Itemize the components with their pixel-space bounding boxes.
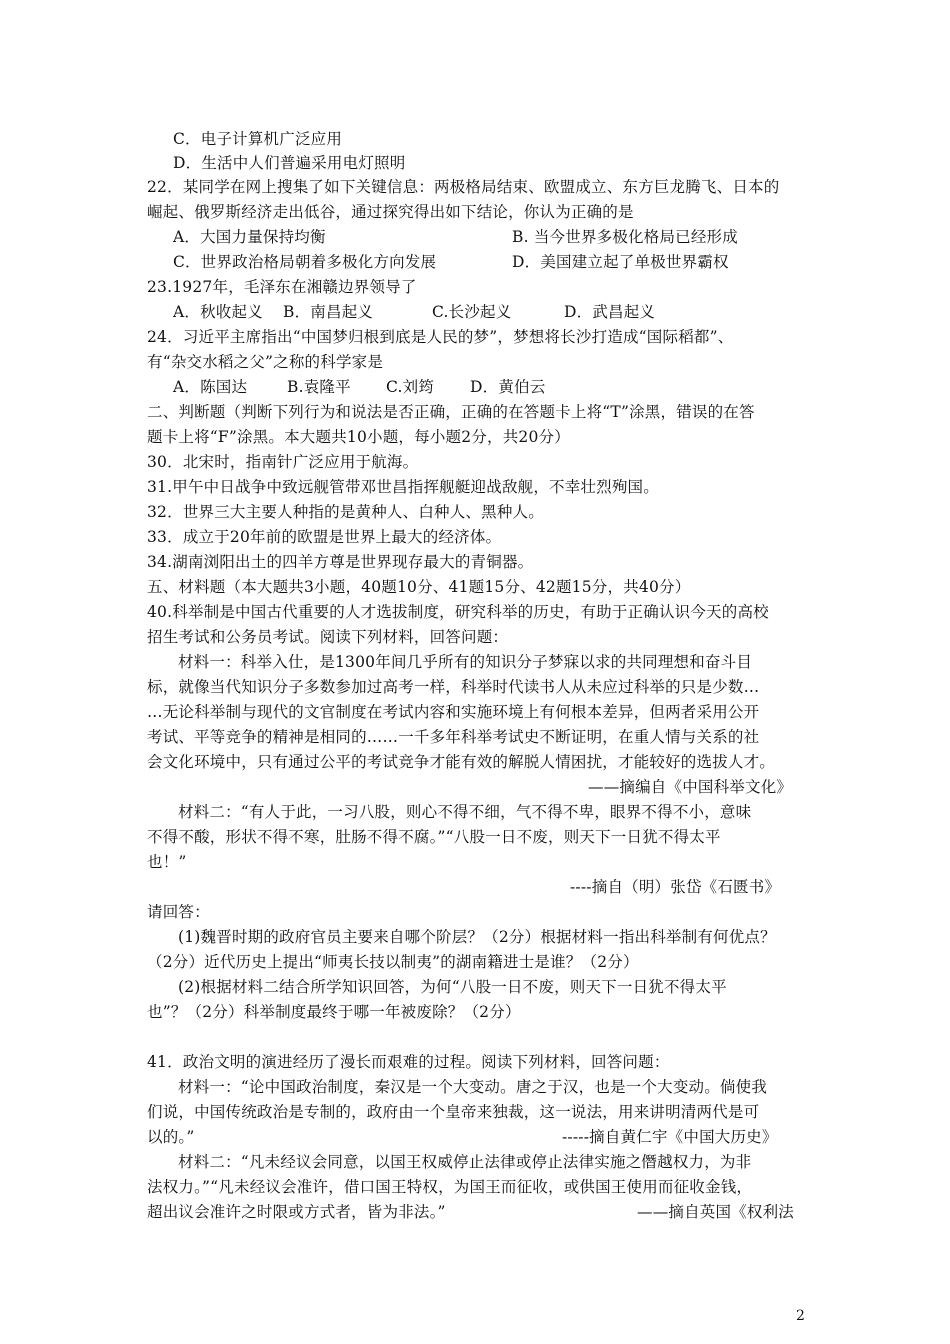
option-21d: D．生活中人们普遍采用电灯照明: [173, 154, 406, 172]
material-1-line-1: 材料一：科举入仕，是1300年间几乎所有的知识分子梦寐以求的共同理想和奋斗目: [178, 653, 753, 671]
option-23a: A．秋收起义: [173, 303, 263, 321]
question-41-line-1: 41．政治文明的演进经历了漫长而艰难的过程。阅读下列材料，回答问题：: [147, 1053, 670, 1071]
question-22-line-2: 崛起、俄罗斯经济走出低谷，通过探究得出如下结论，你认为正确的是: [147, 203, 634, 221]
sub-question-2-line-1: (2)根据材料二结合所学知识回答，为何“八股一日不废，则天下一日犹不得太平: [178, 978, 727, 996]
q41-material-1-source: -----摘自黄仁宇《中国大历史》: [562, 1128, 778, 1146]
option-24a: A．陈国达: [173, 378, 248, 396]
q41-material-1-line-3: 以的。”: [147, 1128, 195, 1146]
section-5-heading: 五、材料题（本大题共3小题，40题10分、41题15分、42题15分，共40分）: [147, 578, 691, 596]
material-1-line-5: 会文化环境中，只有通过公平的考试竞争才能有效的解脱人情困扰，才能较好的选拔人才。: [147, 753, 776, 771]
option-22a: A．大国力量保持均衡: [173, 228, 326, 246]
section-2-heading-line-1: 二、判断题（判断下列行为和说法是否正确，正确的在答题卡上将“T”涂黑，错误的在答: [147, 403, 755, 421]
option-24c: C.刘筠: [386, 378, 435, 396]
material-2-line-3: 也！”: [147, 853, 187, 871]
question-31: 31.甲午中日战争中致远舰管带邓世昌指挥舰艇迎战敌舰，不幸壮烈殉国。: [147, 478, 659, 496]
material-2-line-1: 材料二：“有人于此，一习八股，则心不得不细，气不得不卑，眼界不得不小，意味: [178, 803, 752, 821]
page-number: 2: [796, 1308, 805, 1324]
sub-question-2-line-2: 也”？（2分）科举制度最终于哪一年被废除？（2分）: [147, 1003, 521, 1021]
q41-material-2-source: ——摘自英国《权利法: [637, 1203, 795, 1221]
sub-question-1-line-2: （2分）近代历史上提出“师夷长技以制夷”的湖南籍进士是谁？（2分）: [147, 953, 639, 971]
q41-material-1-line-1: 材料一：“论中国政治制度，秦汉是一个大变动。唐之于汉，也是一个大变动。倘使我: [178, 1078, 768, 1096]
option-22c: C．世界政治格局朝着多极化方向发展: [173, 253, 437, 271]
question-22-line-1: 22．某同学在网上搜集了如下关键信息：两极格局结束、欧盟成立、东方巨龙腾飞、日本的: [147, 178, 780, 196]
option-24b: B.袁隆平: [287, 378, 351, 396]
q41-material-2-line-2: 法权力。”“凡未经议会准许，借口国王特权，为国王而征收，或供国王使用而征收金钱，: [147, 1178, 753, 1196]
sub-question-1-line-1: (1)魏晋时期的政府官员主要来自哪个阶层？（2分）根据材料一指出科举制有何优点？: [178, 928, 776, 946]
question-23: 23.1927年，毛泽东在湘赣边界领导了: [147, 278, 417, 296]
question-30: 30．北宋时，指南针广泛应用于航海。: [147, 453, 419, 471]
question-40-line-2: 招生考试和公务员考试。阅读下列材料，回答问题：: [147, 628, 509, 646]
material-1-source: ——摘编自《中国科举文化》: [588, 778, 793, 796]
question-34: 34.湖南浏阳出土的四羊方尊是世界现存最大的青铜器。: [147, 553, 534, 571]
option-22d: D．美国建立起了单极世界霸权: [512, 253, 729, 271]
question-32: 32．世界三大主要人种指的是黄种人、白种人、黑种人。: [147, 503, 544, 521]
option-23d: D．武昌起义: [564, 303, 656, 321]
section-2-heading-line-2: 题卡上将“F”涂黑。本大题共10小题，每小题2分，共20分）: [147, 428, 570, 446]
answer-prompt: 请回答：: [147, 903, 210, 921]
option-22b: B. 当今世界多极化格局已经形成: [512, 228, 738, 246]
option-23c: C.长沙起义: [432, 303, 512, 321]
question-33: 33．成立于20年前的欧盟是世界上最大的经济体。: [147, 528, 502, 546]
material-1-line-4: 考试、平等竞争的精神是相同的……一千多年科举考试史不断证明，在重人情与关系的社: [147, 728, 760, 746]
material-1-line-2: 标，就像当代知识分子多数参加过高考一样，科举时代读书人从未应过科举的只是少数…: [147, 678, 760, 696]
q41-material-2-line-1: 材料二：“凡未经议会同意，以国王权威停止法律或停止法律实施之僭越权力，为非: [178, 1153, 752, 1171]
q41-material-2-line-3: 超出议会准许之时限或方式者，皆为非法。”: [147, 1203, 446, 1221]
q41-material-1-line-2: 们说，中国传统政治是专制的，政府由一个皇帝来独裁，这一说法，用来讲明清两代是可: [147, 1103, 760, 1121]
material-2-line-2: 不得不酸，形状不得不寒，肚肠不得不腐。”“八股一日不废，则天下一日犹不得太平: [147, 828, 721, 846]
question-24-line-1: 24．习近平主席指出“中国梦归根到底是人民的梦”，梦想将长沙打造成“国际稻都”、: [147, 328, 734, 346]
question-40-line-1: 40.科举制是中国古代重要的人才选拔制度，研究科举的历史，有助于正确认识今天的高校: [147, 603, 769, 621]
option-21c: C．电子计算机广泛应用: [173, 130, 343, 148]
material-1-line-3: …无论科举制与现代的文官制度在考试内容和实施环境上有何根本差异，但两者采用公开: [147, 703, 760, 721]
option-24d: D．黄伯云: [470, 378, 546, 396]
option-23b: B．南昌起义: [283, 303, 374, 321]
material-2-source: ----摘自（明）张岱《石匮书》: [570, 878, 781, 896]
question-24-line-2: 有“杂交水稻之父”之称的科学家是: [147, 353, 384, 371]
